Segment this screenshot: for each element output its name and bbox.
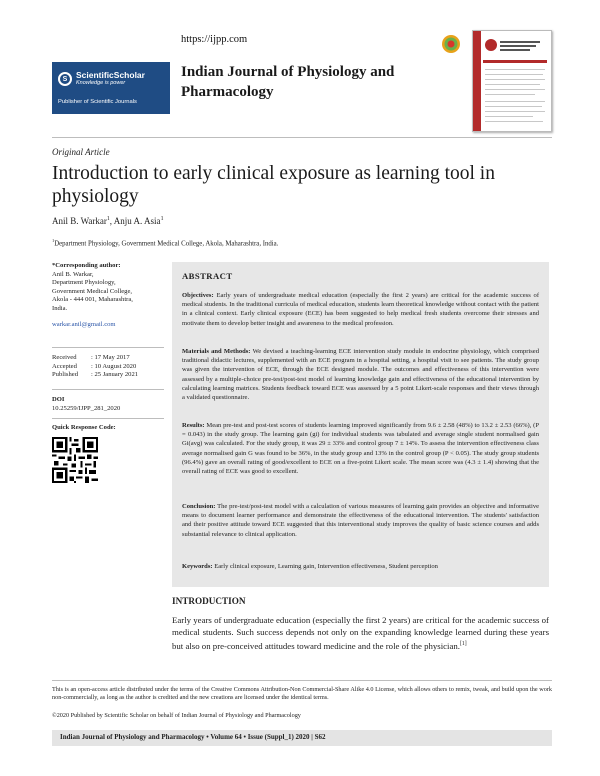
email-link[interactable]: warkar.anil@gmail.com — [52, 320, 116, 328]
abstract-results: Results: Mean pre-test and post-test scores of students learning improved significantly from 9.6 ± 2.58 (48%) to 13.2 ± 2.53 (66%), (P = 0.043) in the study group. The learning gain (gi) for individual students was tabulated and average single student normalised gain Gi(avg) was calculated. For the study group, it was 29 ± 33% and control group 7 ± 14%. To assess the intervention effectiveness class average normalised gain G was found to be 36%, in the study group and 13% in the control group (P < 0.05). The study group students (96.4%) gave an overall rating of good/excellent to ECE on a five-point Likert scale. The mean score was (4.3 ± 1.4) showing that the overall rating of ECE was good to excellent. — [182, 422, 539, 476]
publisher-tagline: Knowledge is power — [76, 80, 126, 86]
author-affiliation-mark: 1 — [160, 216, 164, 222]
corresponding-line: Akola - 444 001, Maharashtra, — [52, 296, 133, 304]
copyright-text: ©2020 Published by Scientific Scholar on behalf of Indian Journal of Physiology and Pharmacology — [52, 712, 301, 719]
corresponding-label: *Corresponding author: — [52, 262, 121, 269]
footer-divider — [52, 680, 552, 681]
abstract-objectives: Objectives: Early years of undergraduate medical education (especially the first 2 years) are critical for the academic success of medical students. In the traditional curricula of medical education, students learn theoretical knowledge without contact with the patient in a clinical context. Early clinical exposure (ECE) has been suggested to help medical fresh students overcome their stresses and motivate them to develop better insight and awareness to the medical profession. — [182, 292, 540, 327]
journal-url-link[interactable]: https://ijpp.com — [181, 34, 248, 45]
header-divider — [52, 137, 552, 138]
abstract-conclusion: Conclusion: The pre-test/post-test model with a calculation of various measures of learning gain provides an objective and informative means to document learner performance and demonstrate the effectiveness of the educational intervention. The students' satisfaction and their positive attitude toward ECE suggested that this interventional study improves the quality of basic science courses and adds substantial relevance to clinical application. — [182, 503, 539, 538]
article-title: Introduction to early clinical exposure as learning tool in physiology — [52, 163, 495, 207]
article-type: Original Article — [52, 147, 110, 157]
publisher-subtitle: Publisher of Scientific Journals — [58, 99, 137, 105]
author-separator: , — [109, 216, 114, 226]
doi-block — [52, 396, 164, 413]
date-row: Accepted : 10 August 2020 — [52, 362, 137, 370]
publisher-mark-icon: S — [58, 72, 72, 86]
author-list — [52, 216, 163, 226]
footer-citation: Indian Journal of Physiology and Pharmacology • Volume 64 • Issue (Suppl_1) 2020 | S62 — [60, 733, 326, 741]
corresponding-line: Department Physiology, — [52, 279, 116, 287]
corresponding-author — [52, 262, 164, 329]
abstract-heading: ABSTRACT — [182, 271, 233, 281]
author-name: Anil B. Warkar — [52, 216, 107, 226]
doi-label: DOI — [52, 396, 65, 403]
corresponding-line: India. — [52, 304, 68, 312]
license-text: This is an open-access article distributed under the terms of the Creative Commons Attribution-Non Commercial-Share Alike 4.0 License, which allows others to remix, tweak, and build upon the work non-commercially, as long as the author is credited and the new creations are licensed under the identical terms. — [52, 686, 552, 702]
abstract-methods: Materials and Methods: We devised a teaching-learning ECE intervention study module in endocrine physiology, which comprised traditional didactic lectures, supplemented with an ECE program in a hospital setting, a hospital visit to see patients. The study group was given the intervention of ECE, through the ECE designed module. The outcomes and effectiveness of this intervention were assessed by a multiple-choice pre-test/post-test model of learning knowledge gain and effectiveness of the educational intervention by calculating learning matrices. Students feedback toward ECE was assessed by a 5 point Likert-scale responses and their views through a validated questionnaire. — [182, 348, 539, 402]
introduction-heading: INTRODUCTION — [172, 596, 246, 606]
doi-link[interactable]: 10.25259/IJPP_281_2020 — [52, 404, 121, 412]
publisher-logo[interactable] — [52, 62, 170, 114]
sidebar-divider — [52, 347, 164, 348]
corresponding-line: Anil B. Warkar, — [52, 270, 94, 278]
author-name: Anju A. Asia — [113, 216, 161, 226]
publisher-logo-row — [58, 71, 145, 87]
affiliation-text: Department Physiology, Government Medical College, Akola, Maharashtra, India. — [54, 240, 279, 248]
article-dates — [52, 354, 164, 380]
sidebar-divider — [52, 389, 164, 390]
abstract-keywords: Keywords: Early clinical exposure, Learning gain, Intervention effectiveness, Student perception — [182, 563, 438, 570]
journal-title: Indian Journal of Physiology and Pharmacology — [181, 64, 395, 100]
reference-link[interactable]: [1] — [460, 641, 467, 647]
abstract-box — [172, 262, 549, 587]
footer-citation-bar — [52, 730, 552, 746]
introduction-text: Early years of undergraduate education (especially the first 2 years) are critical for the academic success of medical students. Such success depends not only on the expanding knowledge learned during these years but also on pre-conceived attitudes toward medicine and the role of the physician.[1] — [172, 615, 549, 651]
qr-code-icon[interactable] — [52, 437, 98, 483]
date-row: Published : 25 January 2021 — [52, 371, 139, 379]
date-row: Received : 17 May 2017 — [52, 354, 130, 361]
sidebar-divider — [52, 418, 164, 419]
open-access-icon — [441, 34, 461, 54]
affiliation — [52, 238, 278, 247]
journal-cover-image — [472, 30, 552, 132]
publisher-name: ScientificScholar — [76, 70, 145, 80]
qr-label: Quick Response Code: — [52, 424, 116, 431]
corresponding-line: Government Medical College, — [52, 287, 133, 295]
affiliation-mark: 1 — [52, 238, 55, 243]
author-affiliation-mark: 1 — [106, 216, 110, 222]
